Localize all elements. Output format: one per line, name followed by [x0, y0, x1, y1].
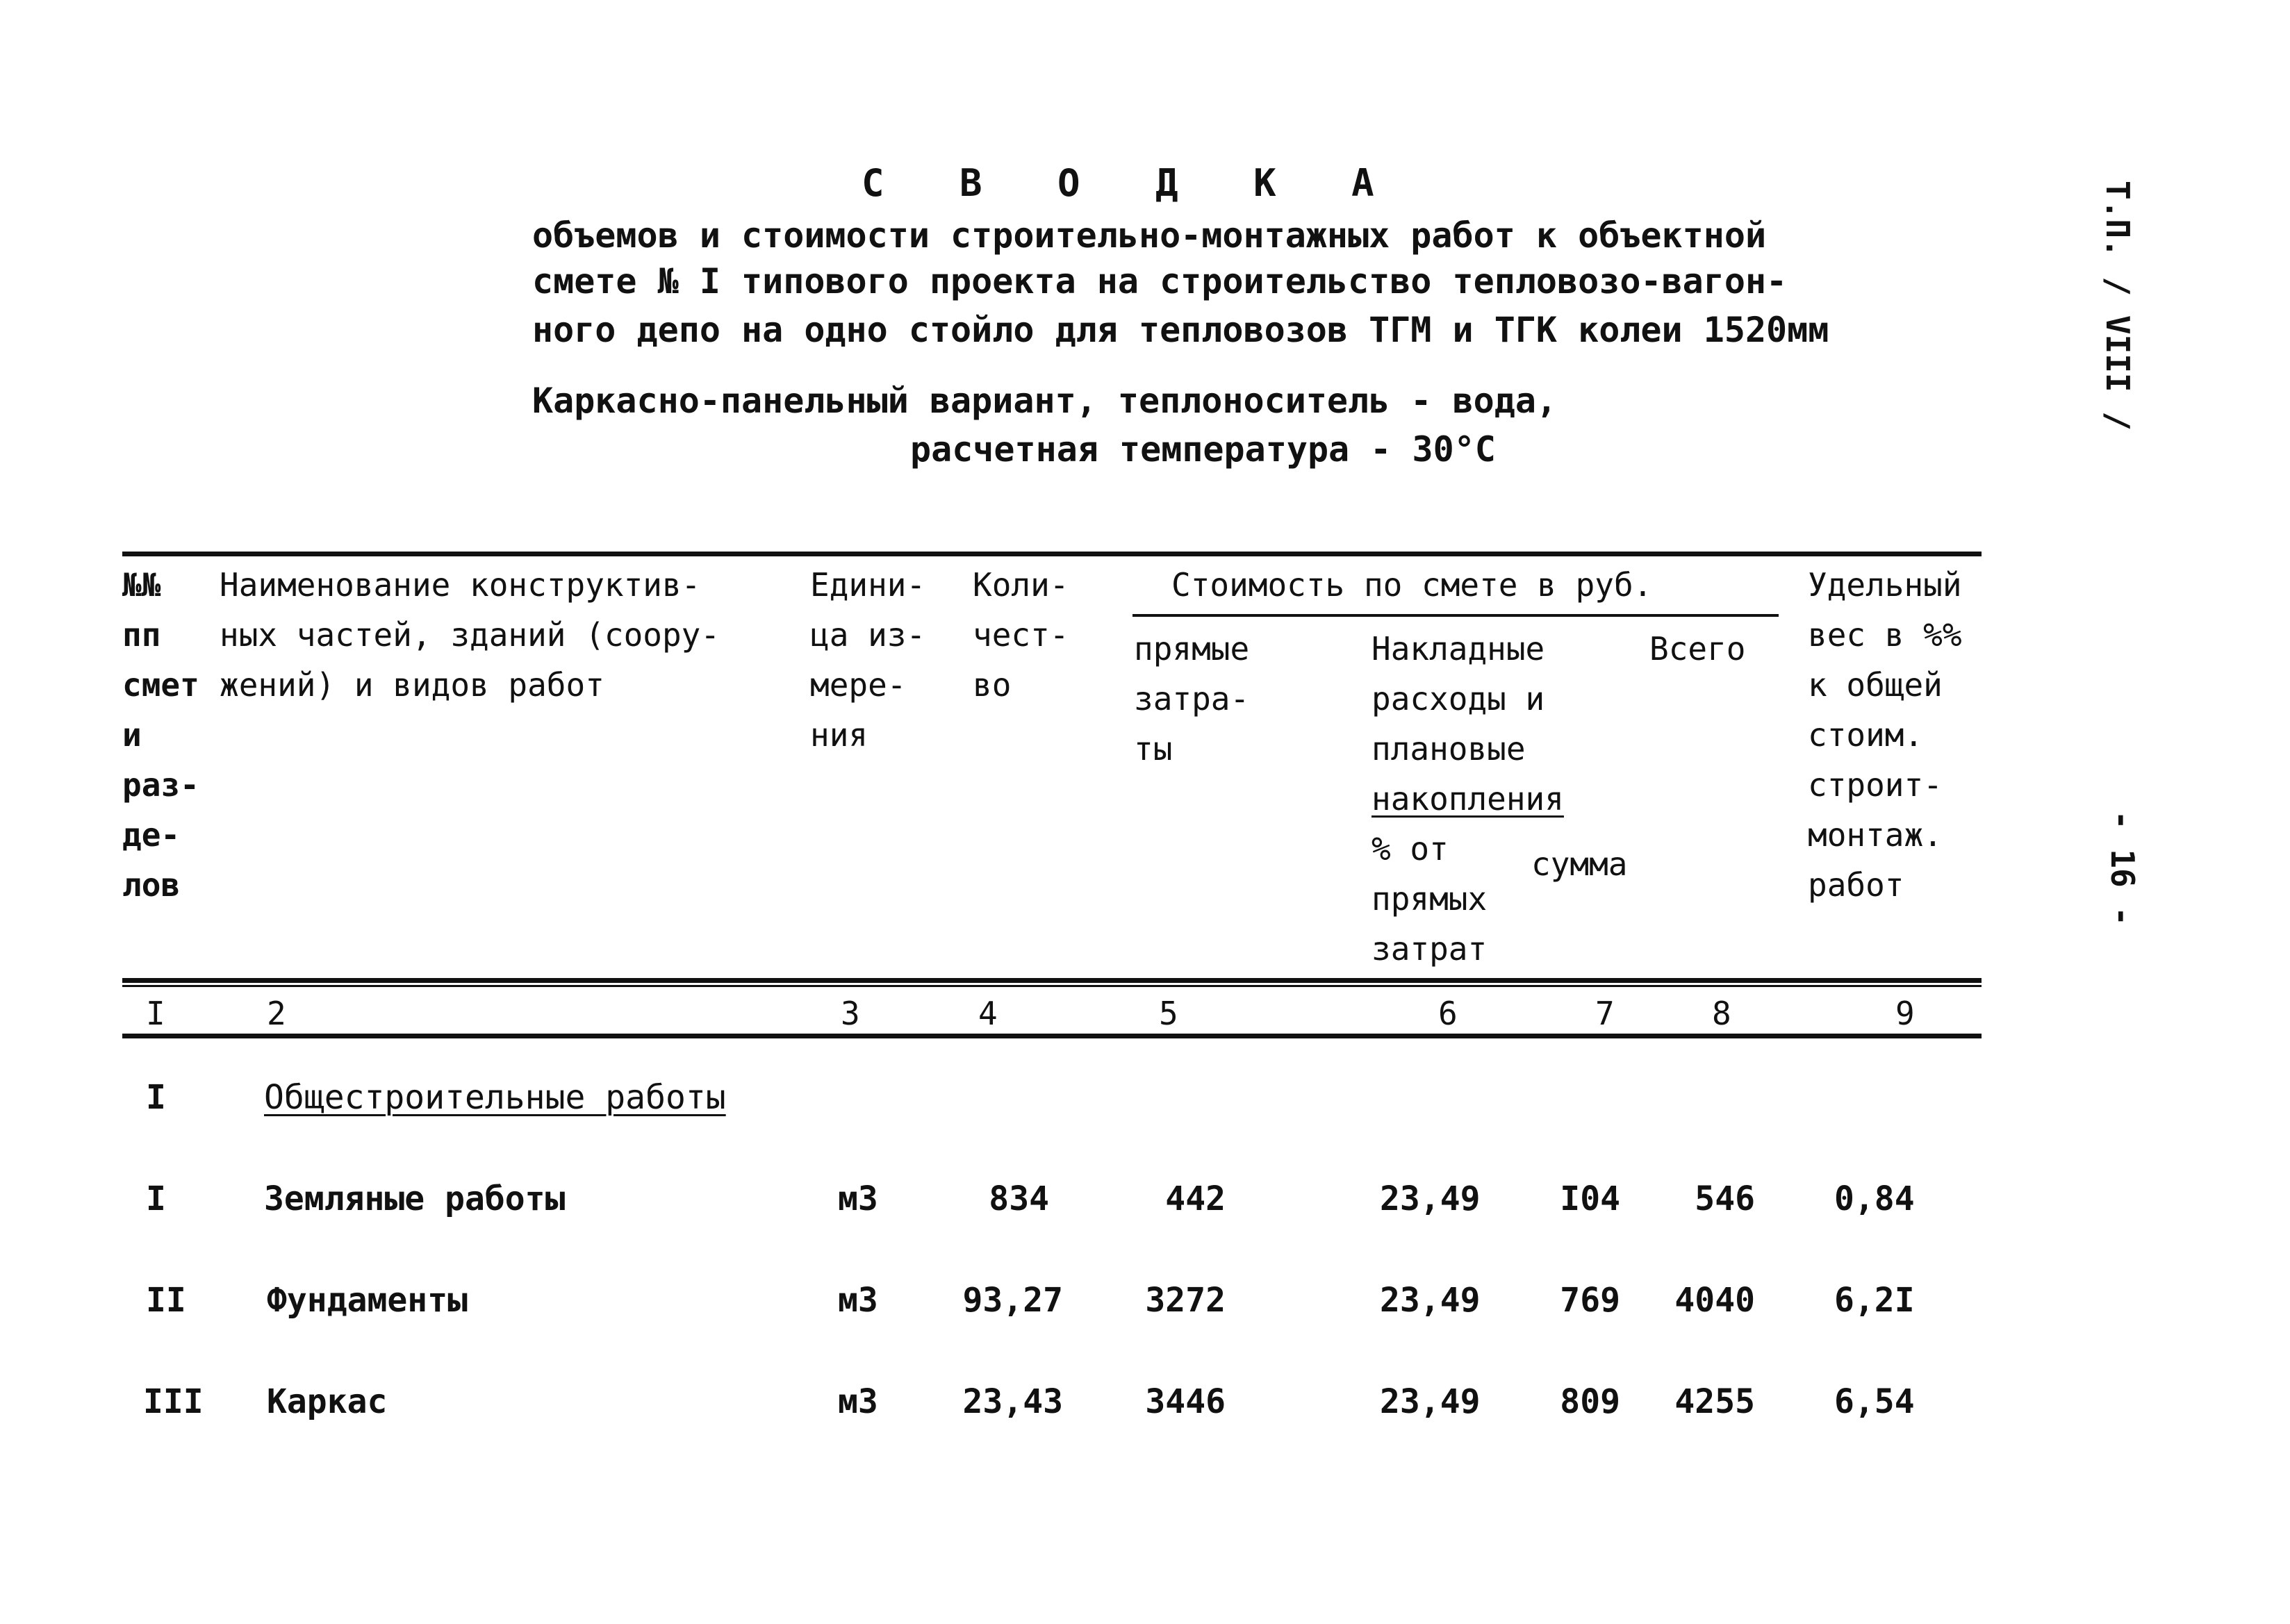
side-document-code: Т.П. / VIII / — [2099, 180, 2136, 431]
column-number-8: 8 — [1712, 995, 1731, 1032]
column-number-3: 3 — [841, 995, 860, 1032]
column-number-1: I — [146, 995, 165, 1032]
row-3-quantity: 23,43 — [962, 1382, 1063, 1421]
row-3-overhead-sum: 809 — [1560, 1382, 1620, 1421]
header-name: Наименование конструктив- ных частей, зданий (соору- жений) и видов работ — [220, 566, 720, 704]
row-2-quantity: 93,27 — [962, 1281, 1063, 1320]
header-bottom-rule — [122, 978, 1982, 983]
header-quantity: Коли- чест- во — [973, 566, 1069, 704]
header-bottom-rule-2 — [122, 985, 1982, 987]
column-number-6: 6 — [1438, 995, 1458, 1032]
row-2-number: II — [146, 1281, 186, 1320]
row-2-name: Фундаменты — [267, 1281, 468, 1320]
row-1-number: I — [146, 1179, 166, 1218]
header-section-number: №№ пп смет и раз- де- лов — [122, 566, 199, 904]
header-overhead: Накладные расходы и плановые — [1371, 630, 1545, 768]
header-percent-of-direct: % от прямых затрат — [1371, 830, 1488, 968]
row-3-name: Каркас — [267, 1382, 388, 1421]
subtitle-line-3: ного депо на одно стойло для тепловозов ТГМ и ТГК колеи 1520мм — [532, 310, 1829, 350]
column-number-7: 7 — [1595, 995, 1615, 1032]
row-3-overhead-percent: 23,49 — [1380, 1382, 1481, 1421]
row-2-direct-costs: 3272 — [1145, 1281, 1226, 1320]
row-3-direct-costs: 3446 — [1145, 1382, 1226, 1421]
row-1-name: Земляные работы — [264, 1179, 566, 1218]
document-title: С В О Д К А — [862, 161, 1401, 205]
column-number-9: 9 — [1895, 995, 1915, 1032]
table-top-rule — [122, 552, 1982, 556]
row-1-specific-weight: 0,84 — [1834, 1179, 1915, 1218]
column-number-4: 4 — [978, 995, 998, 1032]
cost-group-rule — [1132, 614, 1779, 617]
row-2-specific-weight: 6,2I — [1834, 1281, 1915, 1320]
row-2-overhead-percent: 23,49 — [1380, 1281, 1481, 1320]
column-numbers-rule — [122, 1034, 1982, 1038]
header-direct-costs: прямые затра- ты — [1134, 630, 1250, 768]
row-1-total: 546 — [1695, 1179, 1755, 1218]
header-unit: Едини- ца из- мере- ния — [810, 566, 926, 754]
variant-line-2: расчетная температура - 30°С — [910, 429, 1496, 470]
row-2-overhead-sum: 769 — [1560, 1281, 1620, 1320]
row-3-number: III — [143, 1382, 204, 1421]
row-1-overhead-sum: I04 — [1560, 1179, 1620, 1218]
row-2-unit: м3 — [838, 1281, 878, 1320]
subtitle-line-1: объемов и стоимости строительно-монтажных работ к объектной — [532, 215, 1767, 256]
row-3-specific-weight: 6,54 — [1834, 1382, 1915, 1421]
row-1-direct-costs: 442 — [1165, 1179, 1226, 1218]
row-1-quantity: 834 — [989, 1179, 1049, 1218]
row-2-total: 4040 — [1674, 1281, 1755, 1320]
variant-line-1: Каркасно-панельный вариант, теплоноситель - вода, — [532, 381, 1558, 421]
row-1-unit: м3 — [838, 1179, 878, 1218]
section-title: Общестроительные работы — [264, 1078, 726, 1117]
row-3-unit: м3 — [838, 1382, 878, 1421]
column-number-2: 2 — [267, 995, 286, 1032]
header-total: Всего — [1649, 630, 1746, 668]
header-specific-weight: Удельный вес в %% к общей стоим. строит- монтаж. работ — [1808, 566, 1962, 904]
header-overhead-accumulations: накопления — [1371, 780, 1564, 818]
column-number-5: 5 — [1159, 995, 1178, 1032]
subtitle-line-2: смете № I типового проекта на строительство тепловозо-вагон- — [532, 261, 1788, 301]
row-1-overhead-percent: 23,49 — [1380, 1179, 1481, 1218]
header-cost-group: Стоимость по смете в руб. — [1171, 566, 1653, 604]
side-page-number: - 16 - — [2104, 810, 2141, 927]
section-number: I — [146, 1078, 166, 1117]
header-overhead-sum: сумма — [1531, 845, 1628, 883]
row-3-total: 4255 — [1674, 1382, 1755, 1421]
